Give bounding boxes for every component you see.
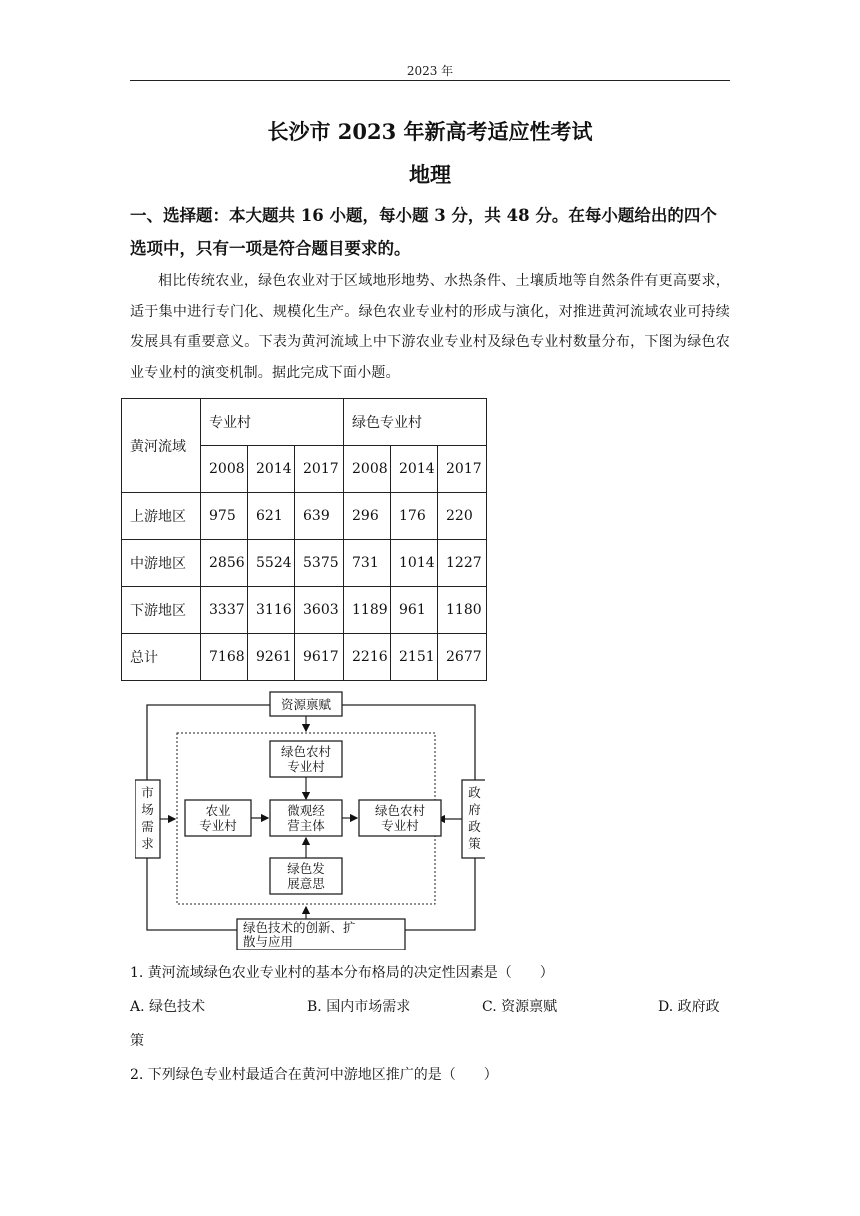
page-header: 2023 年 (406, 64, 454, 78)
table-row (122, 493, 487, 540)
table-row (122, 587, 487, 634)
table-cell: 7168 (201, 634, 248, 681)
government-policy-char: 政 (468, 819, 481, 834)
green-awareness-label: 绿色发 (287, 861, 325, 876)
green-technology-label: 绿色技术的创新、扩 (243, 920, 356, 935)
subject-title: 地理 (409, 162, 451, 187)
header-divider (130, 80, 730, 81)
inner-top-label: 绿色农村 (280, 744, 332, 759)
government-policy-char: 策 (468, 836, 481, 851)
table-row-label: 总计 (122, 634, 201, 681)
option-c[interactable]: C. 资源禀赋 (482, 999, 558, 1015)
table-cell: 975 (201, 493, 248, 540)
table-year-header: 2014 (248, 446, 295, 493)
table-cell: 1180 (438, 587, 487, 634)
inner-top-label: 专业村 (287, 759, 325, 774)
table-year-header: 2017 (295, 446, 344, 493)
passage: 相比传统农业，绿色农业对于区域地形地势、水热条件、土壤质地等自然条件有更高要求，适于集中进行专门化、规模化生产。绿色农业专业村的形成与演化，对推进黄河流域农业可持续发展具有重要意义。下表为黄河流域上中下游农业专业村及绿色专业村数量分布，下图为绿色农业专业村的演变机制。据此完成下面小题。 (130, 273, 730, 381)
table-cell: 621 (248, 493, 295, 540)
data-table (121, 398, 487, 681)
table-cell: 731 (344, 540, 391, 587)
table-year-header: 2008 (201, 446, 248, 493)
table-cell: 296 (344, 493, 391, 540)
table-row (122, 634, 487, 681)
table-cell: 2856 (201, 540, 248, 587)
green-village-label: 绿色农村 (374, 803, 426, 818)
table-cell: 1227 (438, 540, 487, 587)
table-row (122, 540, 487, 587)
green-village-label: 专业村 (381, 818, 419, 833)
table-year-header: 2014 (391, 446, 438, 493)
exam-title: 长沙市 2023 年新高考适应性考试 (267, 119, 593, 144)
table-cell: 2216 (344, 634, 391, 681)
outer-frame-line (147, 858, 237, 930)
table-cell: 5375 (295, 540, 344, 587)
market-demand-char: 场 (141, 802, 154, 817)
table-cell: 639 (295, 493, 344, 540)
government-policy-char: 府 (468, 802, 481, 817)
question-2: 2. 下列绿色专业村最适合在黄河中游地区推广的是（ ） (130, 1067, 498, 1083)
table-cell: 1014 (391, 540, 438, 587)
green-awareness-label: 展意思 (287, 876, 325, 891)
table-cell: 5524 (248, 540, 295, 587)
table-group-header-1: 专业村 (201, 399, 344, 446)
outer-frame-line (342, 705, 475, 780)
table-year-header: 2017 (438, 446, 487, 493)
mechanism-diagram (135, 688, 485, 950)
table-cell: 9617 (295, 634, 344, 681)
market-demand-char: 求 (141, 836, 154, 851)
outer-frame-line (147, 705, 270, 780)
question-1: 1. 黄河流域绿色农业专业村的基本分布格局的决定性因素是（ ） (130, 965, 554, 981)
option-d-wrap: 策 (130, 1033, 144, 1049)
section-heading: 一、选择题：本大题共 16 小题，每小题 3 分，共 48 分。在每小题给出的四个选项中，只有一项是符合题目要求的。 (130, 206, 717, 258)
green-technology-label: 散与应用 (243, 934, 294, 949)
micro-entity-label: 微观经 (287, 803, 325, 818)
table-group-header-2: 绿色专业村 (344, 399, 487, 446)
table-cell: 2677 (438, 634, 487, 681)
agricultural-village-label: 专业村 (199, 818, 237, 833)
box-resource-endowment-label: 资源禀赋 (280, 697, 332, 712)
government-policy-char: 政 (468, 785, 481, 800)
table-row-label: 上游地区 (122, 493, 201, 540)
option-a[interactable]: A. 绿色技术 (130, 999, 206, 1015)
option-d[interactable]: D. 政府政 (658, 999, 720, 1015)
option-b[interactable]: B. 国内市场需求 (307, 999, 411, 1015)
table-cell: 3116 (248, 587, 295, 634)
outer-frame-line (405, 858, 475, 930)
table-cell: 2151 (391, 634, 438, 681)
micro-entity-label: 营主体 (287, 818, 325, 833)
table-cell: 176 (391, 493, 438, 540)
table-cell: 3337 (201, 587, 248, 634)
table-cell: 961 (391, 587, 438, 634)
table-corner-header: 黄河流域 (122, 399, 201, 493)
agricultural-village-label: 农业 (205, 803, 231, 818)
table-year-header: 2008 (344, 446, 391, 493)
table-row-label: 中游地区 (122, 540, 201, 587)
market-demand-char: 需 (141, 819, 154, 834)
question-1-options (130, 996, 730, 1018)
table-cell: 3603 (295, 587, 344, 634)
table-cell: 9261 (248, 634, 295, 681)
table-cell: 1189 (344, 587, 391, 634)
table-row-label: 下游地区 (122, 587, 201, 634)
table-cell: 220 (438, 493, 487, 540)
market-demand-char: 市 (141, 785, 154, 800)
